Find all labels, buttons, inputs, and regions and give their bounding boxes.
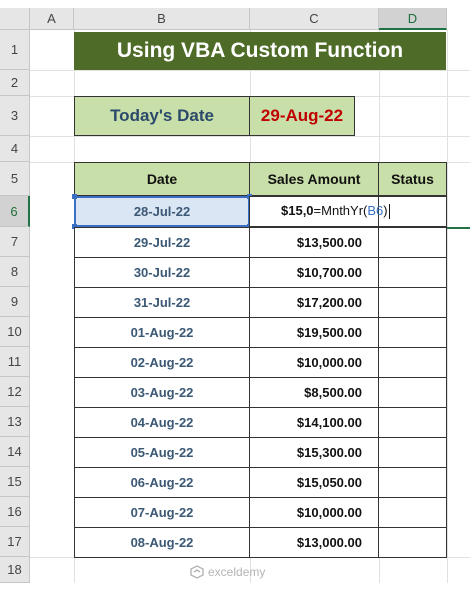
- amount-cell[interactable]: $10,000.00: [249, 347, 379, 378]
- row-header-6[interactable]: 6: [0, 196, 30, 227]
- date-cell[interactable]: 05-Aug-22: [74, 437, 250, 468]
- date-cell[interactable]: 06-Aug-22: [74, 467, 250, 498]
- status-cell[interactable]: [378, 437, 447, 468]
- status-cell[interactable]: [378, 497, 447, 528]
- amount-cell[interactable]: $13,500.00: [249, 227, 379, 258]
- column-header-b[interactable]: B: [74, 8, 250, 30]
- row-header-14[interactable]: 14: [0, 437, 30, 467]
- todays-date-value[interactable]: 29-Aug-22: [249, 96, 355, 136]
- status-cell[interactable]: [378, 227, 447, 258]
- row-header-13[interactable]: 13: [0, 407, 30, 437]
- row-header-16[interactable]: 16: [0, 497, 30, 527]
- status-cell[interactable]: [378, 377, 447, 408]
- column-header-d[interactable]: D: [379, 8, 447, 30]
- row-header-1[interactable]: 1: [0, 30, 30, 70]
- status-cell[interactable]: [378, 287, 447, 318]
- row-header-15[interactable]: 15: [0, 467, 30, 497]
- amount-cell[interactable]: $15,050.00: [249, 467, 379, 498]
- select-all-corner[interactable]: [0, 8, 30, 30]
- todays-date-label[interactable]: Today's Date: [74, 96, 250, 136]
- cell-edit-overlay[interactable]: [281, 203, 441, 221]
- amount-cell[interactable]: $14,100.00: [249, 407, 379, 438]
- status-cell[interactable]: [378, 527, 447, 558]
- row-header-11[interactable]: 11: [0, 347, 30, 377]
- date-cell[interactable]: 29-Jul-22: [74, 227, 250, 258]
- status-cell[interactable]: [378, 317, 447, 348]
- amount-partial: $15,0: [281, 203, 314, 218]
- amount-cell[interactable]: $10,000.00: [249, 497, 379, 528]
- amount-cell[interactable]: $13,000.00: [249, 527, 379, 558]
- status-cell[interactable]: [378, 467, 447, 498]
- date-cell[interactable]: 07-Aug-22: [74, 497, 250, 528]
- amount-cell[interactable]: $19,500.00: [249, 317, 379, 348]
- watermark-text: exceldemy: [208, 565, 266, 579]
- date-cell[interactable]: 30-Jul-22: [74, 257, 250, 288]
- amount-cell[interactable]: $15,300.00: [249, 437, 379, 468]
- page-title: Using VBA Custom Function: [74, 32, 446, 70]
- row-header-7[interactable]: 7: [0, 227, 30, 257]
- formula-reference: B6: [367, 203, 384, 218]
- row-header-5[interactable]: 5: [0, 162, 30, 196]
- selection-handle[interactable]: [72, 194, 77, 199]
- column-header-a[interactable]: A: [30, 8, 74, 30]
- row-header-4[interactable]: 4: [0, 136, 30, 162]
- column-header-c[interactable]: C: [250, 8, 379, 30]
- header-status[interactable]: Status: [378, 162, 447, 196]
- header-date[interactable]: Date: [74, 162, 250, 196]
- gridline: [447, 30, 448, 583]
- row-header-9[interactable]: 9: [0, 287, 30, 317]
- row-header-2[interactable]: 2: [0, 70, 30, 96]
- formula-function: =MnthYr(: [313, 203, 368, 218]
- status-cell[interactable]: [378, 257, 447, 288]
- amount-cell[interactable]: $10,700.00: [249, 257, 379, 288]
- status-cell[interactable]: [378, 407, 447, 438]
- date-cell[interactable]: 01-Aug-22: [74, 317, 250, 348]
- gridline: [30, 70, 470, 71]
- text-cursor: [389, 204, 390, 219]
- watermark: [190, 562, 300, 582]
- row-header-8[interactable]: 8: [0, 257, 30, 287]
- row-header-18[interactable]: 18: [0, 557, 30, 583]
- amount-cell[interactable]: $17,200.00: [249, 287, 379, 318]
- formula-close-paren: ): [383, 203, 388, 218]
- exceldemy-logo-icon: [190, 565, 204, 579]
- amount-cell[interactable]: $8,500.00: [249, 377, 379, 408]
- date-cell[interactable]: 04-Aug-22: [74, 407, 250, 438]
- row-header-3[interactable]: 3: [0, 96, 30, 136]
- status-cell[interactable]: [378, 347, 447, 378]
- row-header-10[interactable]: 10: [0, 317, 30, 347]
- date-cell[interactable]: 31-Jul-22: [74, 287, 250, 318]
- row-header-12[interactable]: 12: [0, 377, 30, 407]
- header-sales-amount[interactable]: Sales Amount: [249, 162, 379, 196]
- date-cell[interactable]: 03-Aug-22: [74, 377, 250, 408]
- row-header-17[interactable]: 17: [0, 527, 30, 557]
- date-cell[interactable]: 08-Aug-22: [74, 527, 250, 558]
- date-cell-b6[interactable]: 28-Jul-22: [74, 196, 250, 227]
- gridline: [30, 136, 470, 137]
- date-cell[interactable]: 02-Aug-22: [74, 347, 250, 378]
